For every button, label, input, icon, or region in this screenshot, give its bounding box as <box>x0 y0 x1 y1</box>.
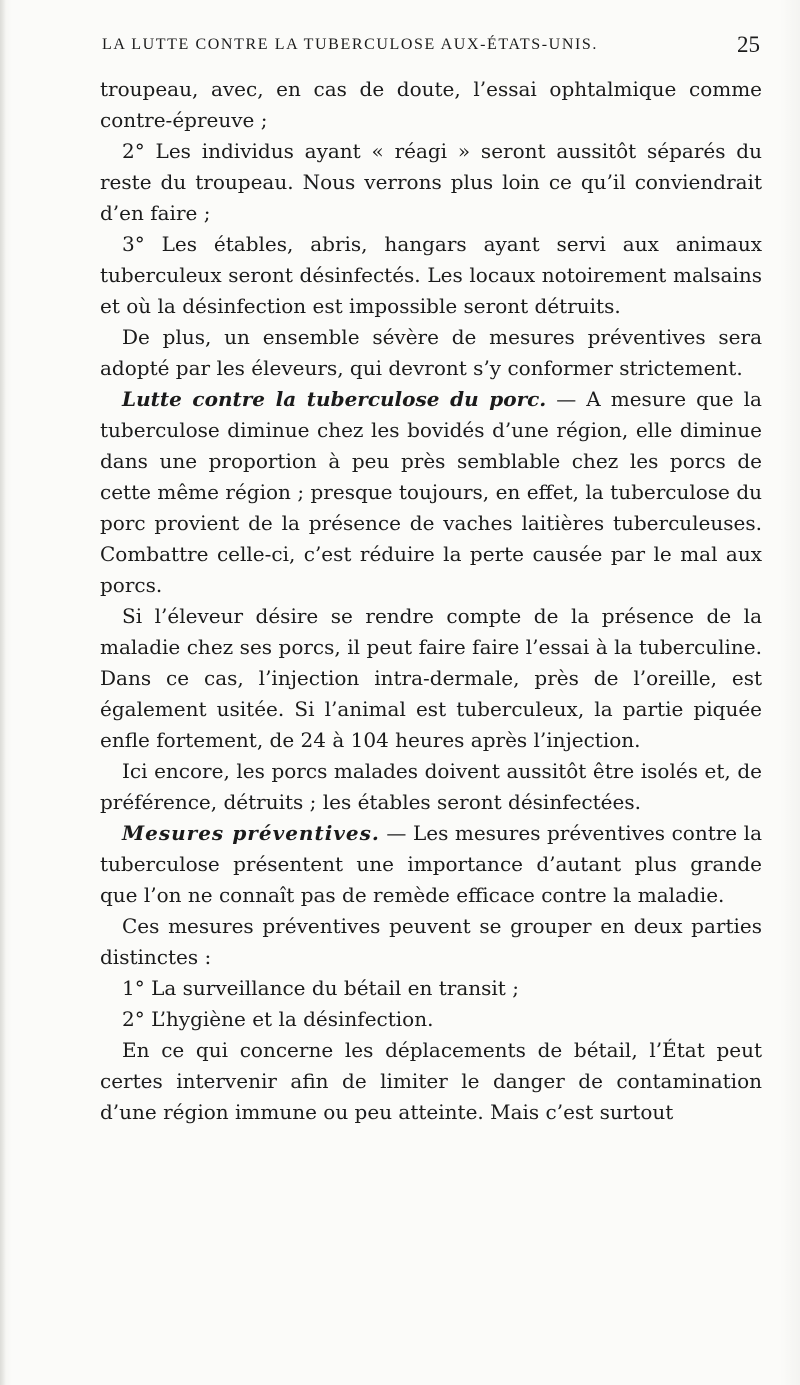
paragraph-8 <box>100 818 762 911</box>
paragraph-8-text: — Les mesures préventives contre la tuberculose présentent une importance d’autant plus grande que l’on ne connaît pas de remède efficace contre la maladie. <box>100 821 763 907</box>
section-heading-pig-tuberculosis: Lutte contre la tuberculose du porc. <box>122 387 547 411</box>
paragraph-1: troupeau, avec, en cas de doute, l’essai ophtalmique comme contre-épreuve ; <box>100 77 762 132</box>
paragraph-4: De plus, un ensemble sévère de mesures préventives sera adopté par les éleveurs, qui devront s’y conformer strictement. <box>100 325 762 380</box>
running-head: LA LUTTE CONTRE LA TUBERCULOSE AUX-ÉTATS-UNIS. <box>102 36 599 53</box>
paragraph-2: 2° Les individus ayant « réagi » seront aussitôt séparés du reste du troupeau. Nous verrons plus loin ce qu’il conviendrait d’en faire ; <box>100 139 762 225</box>
paragraph-3: 3° Les étables, abris, hangars ayant servi aux animaux tuberculeux seront désinfectés. Les locaux notoirement malsains et où la désinfection est impossible seront détruits. <box>100 232 762 318</box>
paragraph-9: Ces mesures préventives peuvent se grouper en deux parties distinctes : <box>100 914 762 969</box>
list-item-1: 1° La surveillance du bétail en transit ; <box>122 976 519 1000</box>
page-number: 25 <box>737 32 760 57</box>
list-item-2: 2° L’hygiène et la désinfection. <box>122 1007 434 1031</box>
page-header <box>100 30 770 64</box>
page-edge-shadow <box>0 0 6 1385</box>
paragraph-12: En ce qui concerne les déplacements de bétail, l’État peut certes intervenir afin de limiter le danger de contamination d’une région immune ou peu atteinte. Mais c’est surtout <box>100 1038 762 1124</box>
paragraph-6: Si l’éleveur désire se rendre compte de la présence de la maladie chez ses porcs, il peut faire faire l’essai à la tuberculine. Dans ce cas, l’injection intra-dermale, près de l’oreille, est également usitée. Si l’animal est tuberculeux, la partie piquée enfle fortement, de 24 à 104 heures après l’injection. <box>100 604 762 752</box>
body-text <box>100 74 762 1128</box>
section-heading-preventive-measures: Mesures préventives. <box>122 821 380 845</box>
paragraph-5-text: — A mesure que la tuberculose diminue chez les bovidés d’une région, elle diminue dans une proportion à peu près semblable chez les porcs de cette même région ; presque toujours, en effet, la tuberculose du porc provient de la présence de vaches laitières tuberculeuses. Combattre celle-ci, c’est réduire la perte causée par le mal aux porcs. <box>100 387 762 597</box>
paragraph-5 <box>100 384 762 601</box>
paragraph-7: Ici encore, les porcs malades doivent aussitôt être isolés et, de préférence, détruits ; les étables seront désinfectées. <box>100 759 762 814</box>
